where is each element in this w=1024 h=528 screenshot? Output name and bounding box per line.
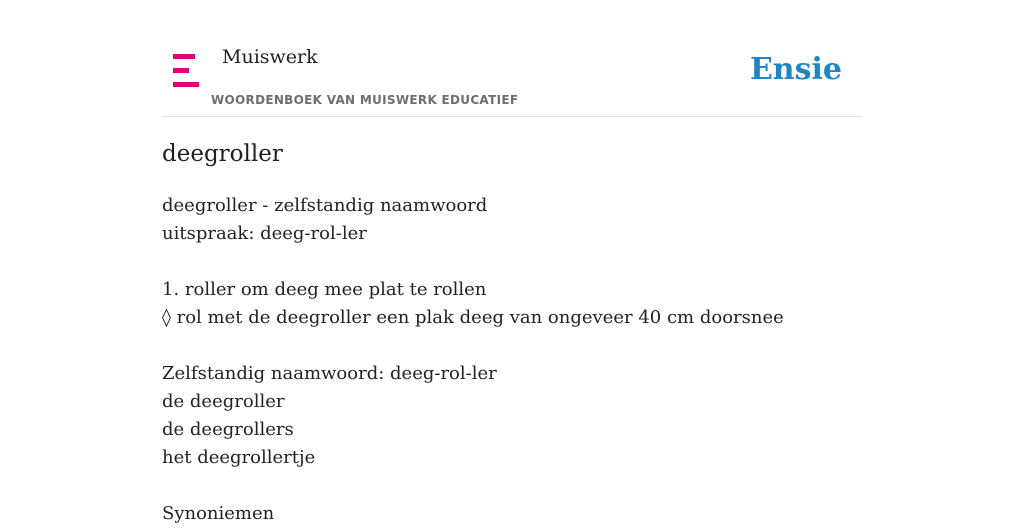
entry-line: de deegrollers bbox=[162, 419, 294, 440]
entry-line: ◊ rol met de deegroller een plak deeg van ongeveer 40 cm doorsnee bbox=[162, 307, 784, 328]
entry-line bbox=[162, 332, 784, 360]
logo-bar-top bbox=[173, 54, 195, 59]
entry-line bbox=[162, 472, 784, 500]
ensie-brand-link[interactable]: Ensie bbox=[749, 52, 842, 87]
site-name[interactable]: Muiswerk bbox=[222, 46, 318, 68]
site-tagline: WOORDENBOEK VAN MUISWERK EDUCATIEF bbox=[211, 93, 519, 107]
muiswerk-logo-icon[interactable] bbox=[173, 54, 199, 88]
content-container bbox=[162, 0, 862, 524]
entry-body bbox=[162, 192, 784, 528]
entry-line: 1. roller om deeg mee plat te rollen bbox=[162, 279, 487, 300]
entry-line: Synoniemen bbox=[162, 503, 275, 524]
entry-line: Zelfstandig naamwoord: deeg-rol-ler bbox=[162, 363, 497, 384]
entry-line: het deegrollertje bbox=[162, 447, 316, 468]
site-header bbox=[162, 0, 862, 117]
entry-line bbox=[162, 248, 784, 276]
entry-title: deegroller bbox=[162, 141, 283, 167]
entry-line: deegroller - zelfstandig naamwoord bbox=[162, 195, 488, 216]
logo-bar-bottom bbox=[173, 82, 199, 87]
entry-line: de deegroller bbox=[162, 391, 285, 412]
logo-bar-middle bbox=[173, 68, 189, 73]
entry-line: uitspraak: deeg-rol-ler bbox=[162, 223, 367, 244]
